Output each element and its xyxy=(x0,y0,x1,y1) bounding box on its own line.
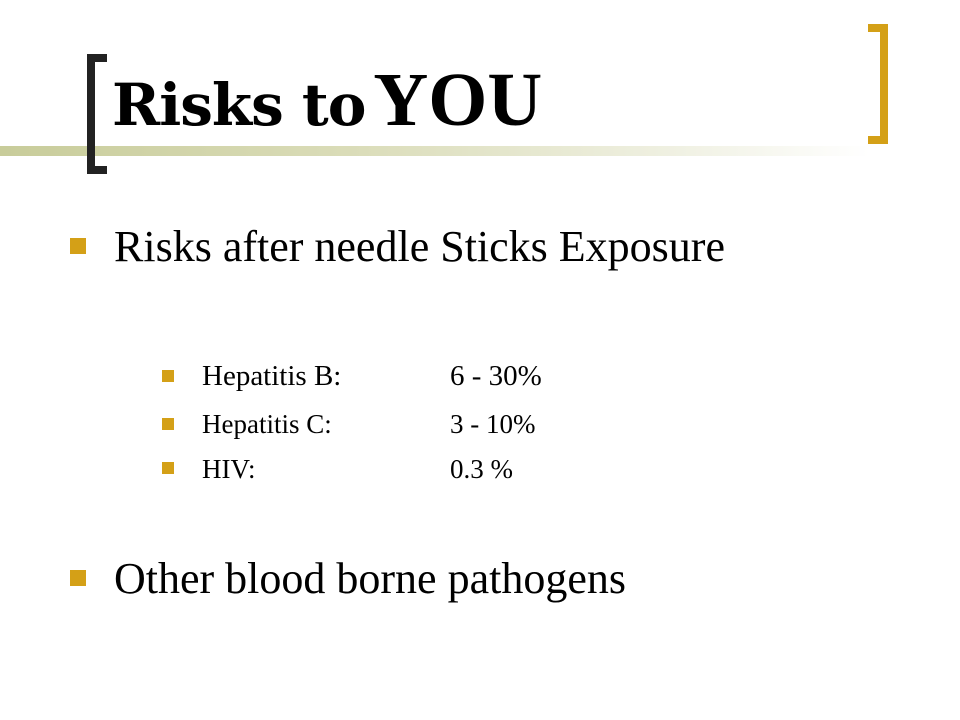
sub-item-label-hepatitis-c: Hepatitis C: xyxy=(202,409,332,439)
sub-item-value-hiv: 0.3 % xyxy=(450,454,513,484)
slide-title xyxy=(112,58,543,142)
slide-title-part1: Risks to xyxy=(112,71,366,139)
right-bracket-decoration xyxy=(868,24,888,144)
sub-bullet-marker xyxy=(162,462,174,474)
bullet-text-other-pathogens: Other blood borne pathogens xyxy=(114,554,626,603)
left-bracket-decoration xyxy=(87,54,107,174)
sub-bullet-marker xyxy=(162,370,174,382)
bullet-marker xyxy=(70,238,86,254)
sub-bullet-marker xyxy=(162,418,174,430)
sub-item-value-hepatitis-c: 3 - 10% xyxy=(450,409,536,439)
slide-title-part2: YOU xyxy=(373,58,543,142)
sub-item-value-hepatitis-b: 6 - 30% xyxy=(450,360,542,392)
title-underline-bar xyxy=(0,146,870,156)
bullet-text-needle-sticks: Risks after needle Sticks Exposure xyxy=(114,222,725,271)
sub-item-label-hiv: HIV: xyxy=(202,454,256,484)
bullet-marker xyxy=(70,570,86,586)
sub-item-label-hepatitis-b: Hepatitis B: xyxy=(202,360,342,392)
